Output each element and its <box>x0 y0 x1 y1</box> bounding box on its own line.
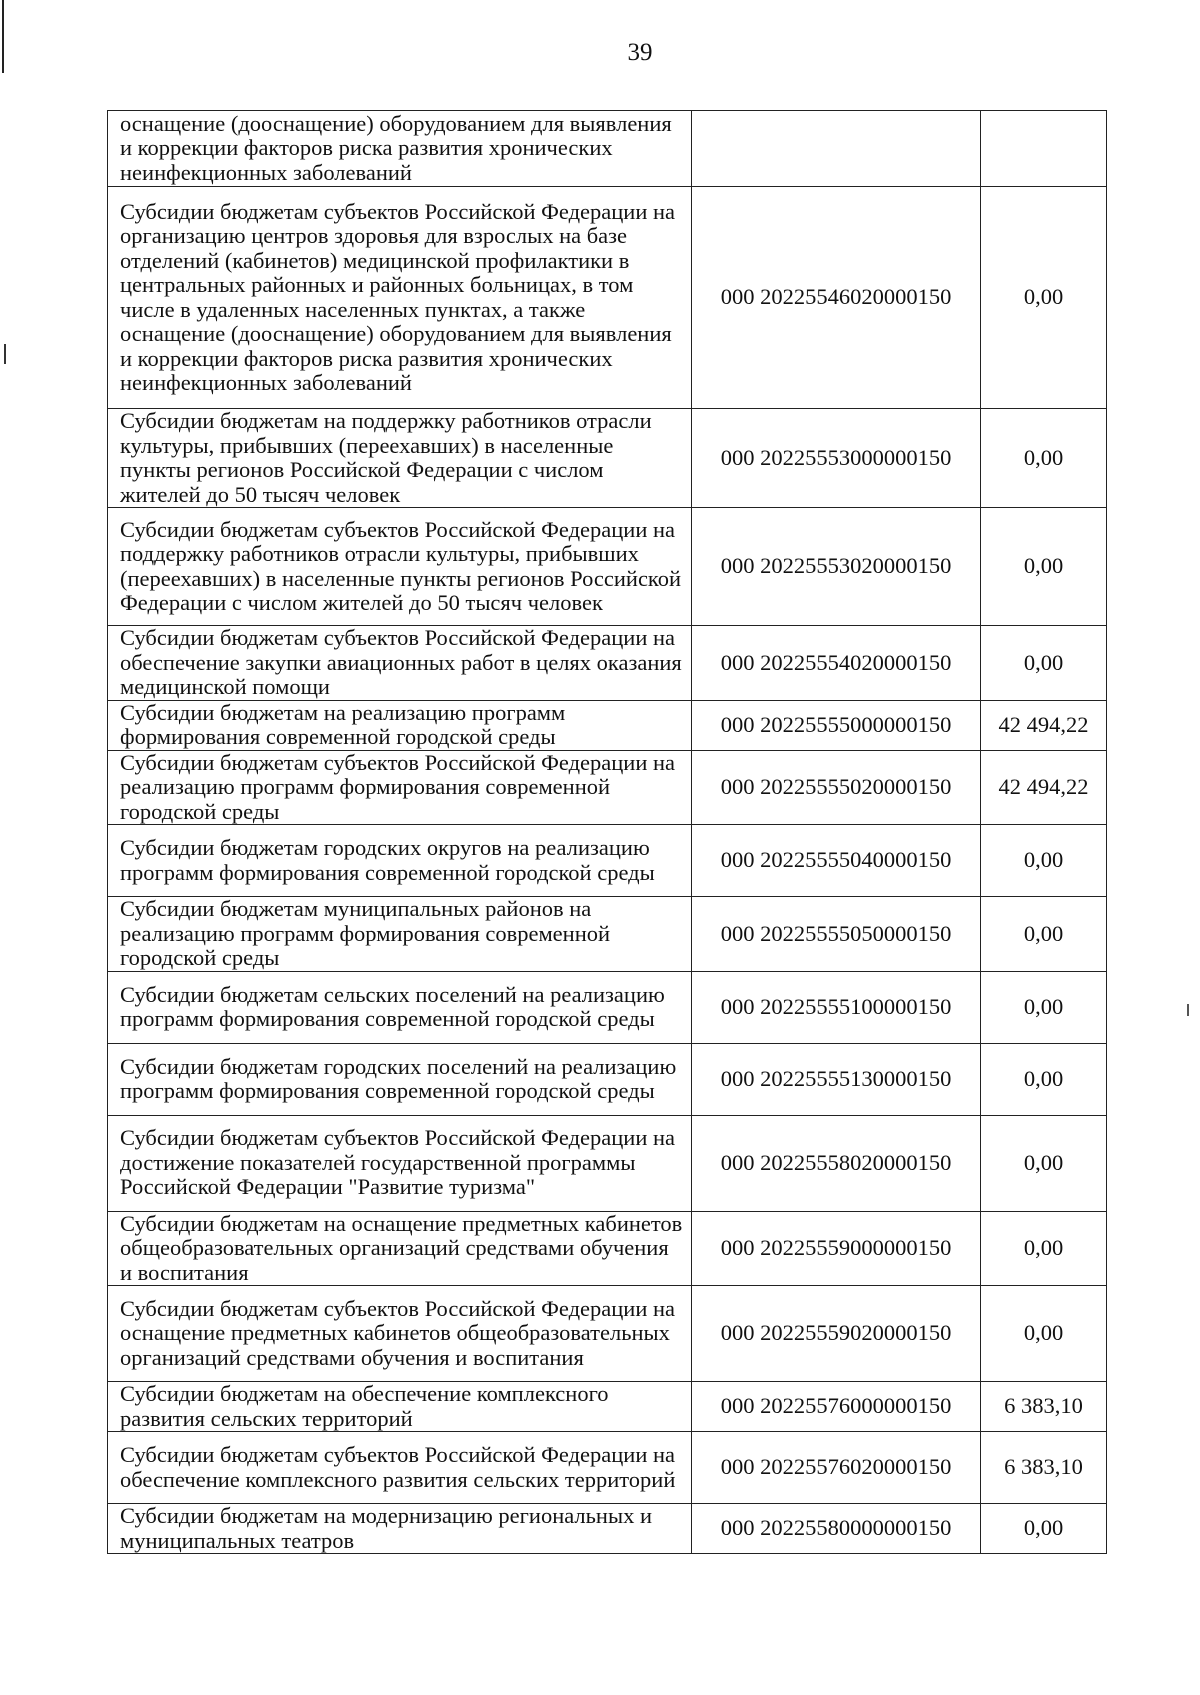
budget-code-cell: 000 20225559020000150 <box>692 1286 981 1382</box>
subsidy-name-cell: Субсидии бюджетам субъектов Российской Федерации на организацию центров здоровья для взрослых на базе отделений (кабинетов) медицинской профилактики в центральных районных и районных больницах, в том числе в удаленных населенных пунктах, а также оснащение (дооснащение) оборудованием для выявления и коррекции факторов риска развития хронических неинфекционных заболеваний <box>108 187 692 409</box>
table-row <box>108 1115 1107 1211</box>
budget-code-cell: 000 20225576020000150 <box>692 1432 981 1504</box>
table-row <box>108 1504 1107 1554</box>
table-row <box>108 971 1107 1043</box>
subsidy-name-cell: Субсидии бюджетам на обеспечение комплексного развития сельских территорий <box>108 1382 692 1432</box>
budget-code-cell: 000 20225580000000150 <box>692 1504 981 1554</box>
subsidy-name-cell: Субсидии бюджетам субъектов Российской Федерации на обеспечение комплексного развития сельских территорий <box>108 1432 692 1504</box>
subsidy-name-cell: Субсидии бюджетам на оснащение предметных кабинетов общеобразовательных организаций средствами обучения и воспитания <box>108 1211 692 1286</box>
table-row <box>108 187 1107 409</box>
amount-cell: 0,00 <box>981 971 1107 1043</box>
budget-code-cell: 000 20225555130000150 <box>692 1043 981 1115</box>
budget-code-cell: 000 20225555040000150 <box>692 825 981 897</box>
scan-edge-mark <box>4 344 6 364</box>
table-row <box>108 750 1107 825</box>
subsidy-name-cell: Субсидии бюджетам на модернизацию региональных и муниципальных театров <box>108 1504 692 1554</box>
subsidy-name-cell: Субсидии бюджетам субъектов Российской Федерации на обеспечение закупки авиационных работ в целях оказания медицинской помощи <box>108 626 692 701</box>
amount-cell: 0,00 <box>981 409 1107 508</box>
budget-code-cell: 000 20225576000000150 <box>692 1382 981 1432</box>
budget-code-cell: 000 20225555100000150 <box>692 971 981 1043</box>
table-row <box>108 1382 1107 1432</box>
subsidy-name-cell: Субсидии бюджетам субъектов Российской Федерации на поддержку работников отрасли культуры, прибывших (переехавших) в населенные пункты регионов Российской Федерации с числом жителей до 50 тысяч человек <box>108 508 692 626</box>
budget-code-cell: 000 20225546020000150 <box>692 187 981 409</box>
budget-code-cell: 000 20225553020000150 <box>692 508 981 626</box>
table-row <box>108 700 1107 750</box>
amount-cell: 42 494,22 <box>981 750 1107 825</box>
amount-cell: 0,00 <box>981 508 1107 626</box>
table-row <box>108 1211 1107 1286</box>
amount-cell: 0,00 <box>981 1211 1107 1286</box>
table-row <box>108 409 1107 508</box>
table-row <box>108 1432 1107 1504</box>
amount-cell: 0,00 <box>981 1115 1107 1211</box>
amount-cell: 0,00 <box>981 1043 1107 1115</box>
budget-table <box>107 110 1107 1554</box>
scan-speck <box>1187 1004 1189 1016</box>
amount-cell: 0,00 <box>981 897 1107 972</box>
table-row <box>108 825 1107 897</box>
amount-cell: 6 383,10 <box>981 1432 1107 1504</box>
amount-cell: 0,00 <box>981 626 1107 701</box>
budget-code-cell: 000 20225559000000150 <box>692 1211 981 1286</box>
subsidy-name-cell: оснащение (дооснащение) оборудованием для выявления и коррекции факторов риска развития хронических неинфекционных заболеваний <box>108 111 692 187</box>
budget-code-cell: 000 20225553000000150 <box>692 409 981 508</box>
amount-cell: 0,00 <box>981 1504 1107 1554</box>
amount-cell: 42 494,22 <box>981 700 1107 750</box>
table-row <box>108 897 1107 972</box>
subsidy-name-cell: Субсидии бюджетам субъектов Российской Федерации на реализацию программ формирования современной городской среды <box>108 750 692 825</box>
amount-cell: 0,00 <box>981 825 1107 897</box>
table-row <box>108 1043 1107 1115</box>
table-row <box>108 626 1107 701</box>
subsidy-name-cell: Субсидии бюджетам субъектов Российской Федерации на достижение показателей государственной программы Российской Федерации "Развитие туризма" <box>108 1115 692 1211</box>
budget-code-cell: 000 20225554020000150 <box>692 626 981 701</box>
table-row <box>108 508 1107 626</box>
amount-cell: 6 383,10 <box>981 1382 1107 1432</box>
amount-cell <box>981 111 1107 187</box>
page-number: 39 <box>627 39 653 66</box>
subsidy-name-cell: Субсидии бюджетам городских поселений на реализацию программ формирования современной городской среды <box>108 1043 692 1115</box>
subsidy-name-cell: Субсидии бюджетам на поддержку работников отрасли культуры, прибывших (переехавших) в населенные пункты регионов Российской Федерации с числом жителей до 50 тысяч человек <box>108 409 692 508</box>
budget-code-cell: 000 20225555020000150 <box>692 750 981 825</box>
subsidy-name-cell: Субсидии бюджетам субъектов Российской Федерации на оснащение предметных кабинетов общеобразовательных организаций средствами обучения и воспитания <box>108 1286 692 1382</box>
subsidy-name-cell: Субсидии бюджетам на реализацию программ формирования современной городской среды <box>108 700 692 750</box>
budget-code-cell: 000 20225558020000150 <box>692 1115 981 1211</box>
budget-code-cell: 000 20225555050000150 <box>692 897 981 972</box>
table-row <box>108 1286 1107 1382</box>
amount-cell: 0,00 <box>981 1286 1107 1382</box>
amount-cell: 0,00 <box>981 187 1107 409</box>
subsidy-name-cell: Субсидии бюджетам муниципальных районов на реализацию программ формирования современной городской среды <box>108 897 692 972</box>
subsidy-name-cell: Субсидии бюджетам городских округов на реализацию программ формирования современной городской среды <box>108 825 692 897</box>
table-row <box>108 111 1107 187</box>
budget-code-cell <box>692 111 981 187</box>
subsidy-name-cell: Субсидии бюджетам сельских поселений на реализацию программ формирования современной городской среды <box>108 971 692 1043</box>
budget-code-cell: 000 20225555000000150 <box>692 700 981 750</box>
